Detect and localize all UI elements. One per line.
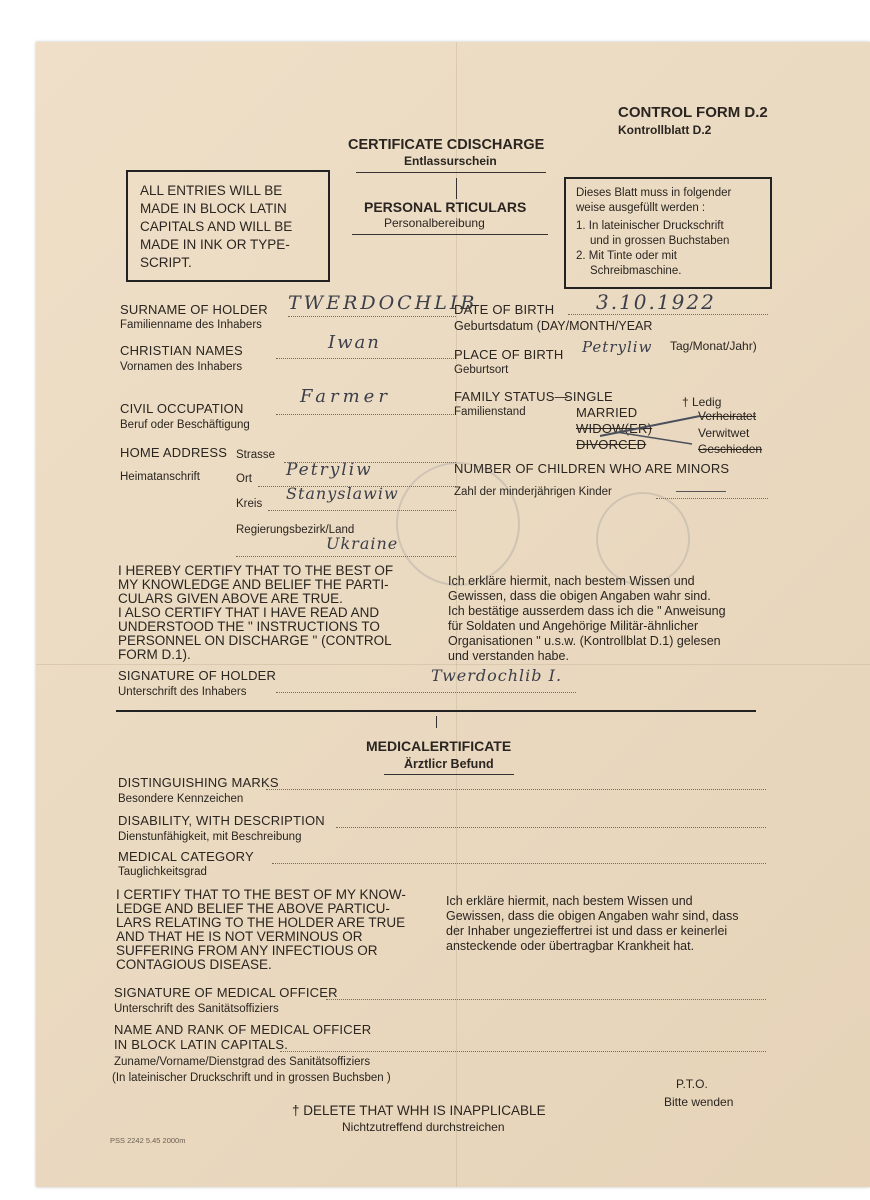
strasse-label: Strasse [236,449,275,461]
christian-names-value: Iwan [328,332,381,353]
bitte-wenden-label: Bitte wenden [664,1095,734,1109]
holder-signature-line [276,692,576,693]
faded-stamp-2 [596,492,690,586]
geschieden-option: Geschieden [698,442,763,456]
marks-label: DISTINGUISHING MARKS [118,775,279,790]
holder-certify-de-line: und verstanden habe. [448,649,569,663]
title-underline [356,172,546,173]
personal-particulars-heading-de: Personalbereibung [384,216,485,230]
dob-format-suffix: Tag/Monat/Jahr) [670,339,757,353]
holder-certify-de-line: Ich erkläre hiermit, nach bestem Wissen und [448,574,695,588]
medical-certify-line: SUFFERING FROM ANY INFECTIOUS OR [116,943,378,958]
children-label: NUMBER OF CHILDREN WHO ARE MINORS [454,461,730,476]
holder-certify-de-line: Organisationen " u.s.w. (Kontrollblat D.1) gelesen [448,634,721,648]
christian-names-label-de: Vornamen des Inhabers [120,361,243,373]
box-line-de: Dieses Blatt muss in folgender [576,187,732,199]
holder-certify-line: PERSONNEL ON DISCHARGE " (CONTROL [118,633,392,648]
box-line: CAPITALS AND WILL BE [140,219,293,234]
land-value: Ukraine [326,534,399,553]
medical-certify-line: LEDGE AND BELIEF THE ABOVE PARTICU- [116,901,390,916]
pob-label: PLACE OF BIRTH [454,347,564,362]
box-line: MADE IN INK OR TYPE- [140,237,290,252]
box-line-de: Schreibmaschine. [590,265,682,277]
medical-officer-name-line [280,1051,766,1052]
medical-certificate-heading-de: Ärztlicr Befund [404,757,494,771]
dob-label: DATE OF BIRTH [454,302,555,317]
family-status-label-de: Familienstand [454,406,526,418]
ort-label: Ort [236,473,252,485]
medical-officer-name-label-2: IN BLOCK LATIN CAPITALS. [114,1037,289,1052]
verwitwet-option: Verwitwet [698,426,750,440]
box-line: ALL ENTRIES WILL BE [140,183,283,198]
delete-note: † DELETE THAT WHH IS INAPPLICABLE [292,1103,546,1118]
certificate-title-de: Entlassurschein [404,154,497,168]
single-option: SINGLE [564,389,613,404]
disability-label-de: Dienstunfähigkeit, mit Beschreibung [118,831,302,843]
medical-certify-de-line: Gewissen, dass die obigen Angaben wahr sind, dass [446,909,739,923]
surname-line [288,316,456,317]
box-line-de: und in grossen Buchstaben [590,235,730,247]
heading-tick [456,187,457,199]
medical-certify-line: I CERTIFY THAT TO THE BEST OF MY KNOW- [116,887,406,902]
medical-officer-name-label: NAME AND RANK OF MEDICAL OFFICER [114,1022,372,1037]
pob-label-de: Geburtsort [454,364,509,376]
dob-label-de: Geburtsdatum (DAY/MONTH/YEAR [454,319,653,333]
ledig-option: † Ledig [682,395,722,409]
surname-label-de: Familienname des Inhabers [120,319,262,331]
land-line [236,556,456,557]
holder-certify-de-line: für Soldaten und Angehörige Militär-ähnlicher [448,619,699,633]
holder-certify-line: MY KNOWLEDGE AND BELIEF THE PARTI- [118,577,389,592]
medical-officer-name-label-de: Zuname/Vorname/Dienstgrad des Sanitätsoffiziers [114,1056,371,1068]
medical-officer-signature-label: SIGNATURE OF MEDICAL OFFICER [114,985,338,1000]
medical-certify-line: CONTAGIOUS DISEASE. [116,957,272,972]
holder-signature-label-de: Unterschrift des Inhabers [118,686,247,698]
medical-category-label: MEDICAL CATEGORY [118,849,254,864]
pto-label: P.T.O. [676,1077,708,1091]
medical-officer-name-label-de-2: (In lateinischer Druckschrift und in grossen Buchsben ) [112,1072,391,1084]
widower-option: WIDOW(ER) [576,421,653,436]
medical-officer-signature-label-de: Unterschrift des Sanitätsoffiziers [114,1003,279,1015]
dob-line [568,314,768,315]
children-value-dash [676,491,726,492]
faded-stamp [396,462,520,586]
medical-certify-de-line: der Inhaber ungezieffertrei ist und dass er keinerlei [446,924,728,938]
certificate-title: CERTIFICATE CDISCHARGE [348,137,545,153]
holder-certify-line: UNDERSTOOD THE " INSTRUCTIONS TO [118,619,380,634]
marks-label-de: Besondere Kennzeichen [118,793,244,805]
box-line-de: weise ausgefüllt werden : [576,202,706,214]
kreis-label: Kreis [236,498,263,510]
children-line [656,498,768,499]
fold-line-horizontal [36,664,870,665]
disability-label: DISABILITY, WITH DESCRIPTION [118,813,325,828]
holder-signature-label: SIGNATURE OF HOLDER [118,668,277,683]
holder-certify-line: FORM D.1). [118,647,191,662]
occupation-label-de: Beruf oder Beschäftigung [120,419,250,431]
medical-certify-de-line: Ich erkläre hiermit, nach bestem Wissen und [446,894,693,908]
christian-names-line [276,358,456,359]
holder-certify-line: I ALSO CERTIFY THAT I HAVE READ AND [118,605,380,620]
occupation-label: CIVIL OCCUPATION [120,401,244,416]
home-address-label: HOME ADDRESS [120,445,228,460]
box-line-de: 1. In lateinischer Druckschrift [576,220,724,232]
kreis-value: Stanyslawiw [286,484,399,503]
holder-certify-de-line: Gewissen, dass die obigen Angaben wahr sind. [448,589,711,603]
box-line: MADE IN BLOCK LATIN [140,201,287,216]
medical-certify-de-line: ansteckende oder übertragbar Krankheit hat. [446,939,695,953]
medical-category-label-de: Tauglichkeitsgrad [118,866,207,878]
delete-note-de: Nichtzutreffend durchstreichen [342,1120,505,1134]
ort-value: Petryliw [286,460,373,480]
kreis-line [268,510,456,511]
occupation-line [276,414,456,415]
instructions-box-de [564,177,772,289]
surname-label: SURNAME OF HOLDER [120,302,268,317]
heading-underline [352,234,548,235]
holder-certify-line: I HEREBY CERTIFY THAT TO THE BEST OF [118,563,394,578]
medical-certify-line: LARS RELATING TO THE HOLDER ARE TRUE [116,915,406,930]
medical-certificate-heading: MEDICALERTIFICATE [366,738,512,754]
personal-particulars-heading: PERSONAL RTICULARS [364,199,527,215]
divider-tick [436,716,437,728]
heimatanschrift-label: Heimatanschrift [120,471,200,483]
christian-names-label: CHRISTIAN NAMES [120,343,243,358]
box-line: SCRIPT. [140,255,192,270]
divorced-option: DIVORCED [576,437,647,452]
kontrollblatt-label: Kontrollblatt D.2 [618,123,712,137]
holder-signature-value: Twerdochlib I. [431,666,563,685]
box-line-de: 2. Mit Tinte oder mit [576,250,677,262]
surname-value: TWERDOCHLIB [288,292,478,314]
control-form-label: CONTROL FORM D.2 [618,104,768,121]
regierungsbezirk-label: Regierungsbezirk/Land [236,524,355,536]
section-divider [116,710,756,712]
verheiratet-option: Verheiratet [698,409,757,423]
dob-value: 3.10.1922 [596,290,716,314]
family-status-label: FAMILY STATUS— [454,389,568,404]
marks-line [266,789,766,790]
occupation-value: Farmer [300,386,391,407]
strike-through-mark [596,410,706,450]
married-option: MARRIED [576,405,638,420]
discharge-certificate-sheet [36,42,870,1187]
instructions-box-en [126,170,330,282]
holder-certify-line: CULARS GIVEN ABOVE ARE TRUE. [118,591,343,606]
holder-certify-de-line: Ich bestätige ausserdem dass ich die " Anweisung [448,604,726,618]
children-label-de: Zahl der minderjährigen Kinder [454,486,612,498]
medical-officer-signature-line [326,999,766,1000]
medical-certify-line: AND THAT HE IS NOT VERMINOUS OR [116,929,363,944]
medical-category-line [272,863,766,864]
disability-line [336,827,766,828]
print-code: PSS 2242 5.45 2000m [110,1136,186,1145]
pob-value: Petryliw [582,338,653,356]
medical-heading-underline [384,774,514,775]
